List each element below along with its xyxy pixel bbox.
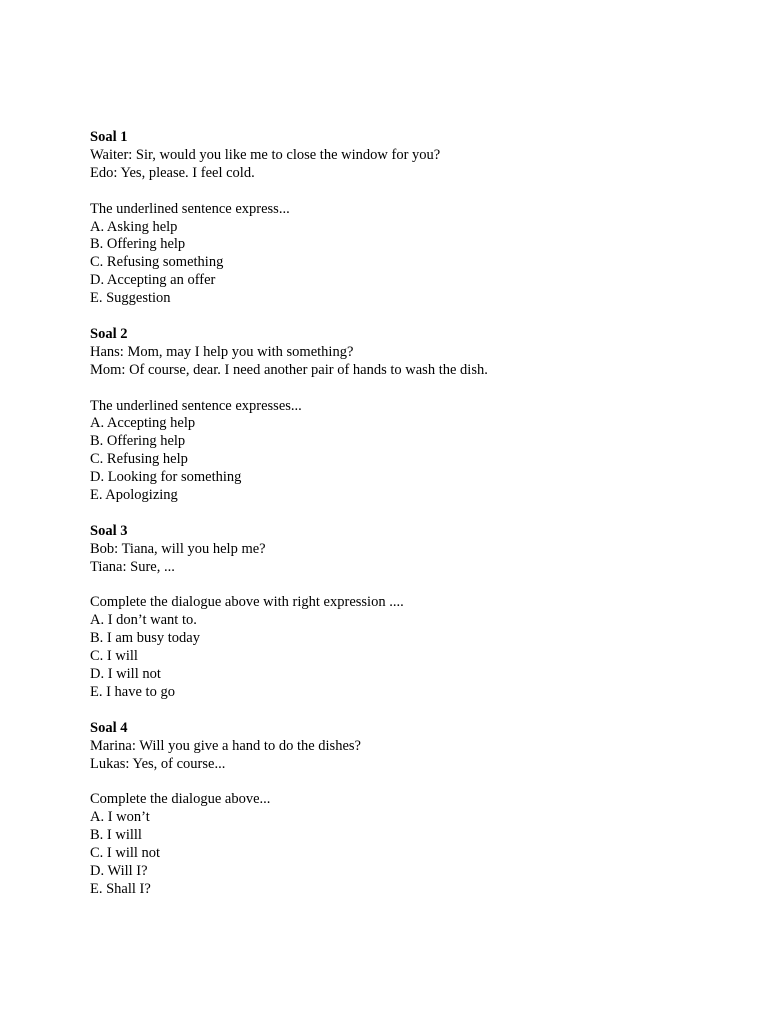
answer-option-d: D. I will not [90,666,161,683]
answer-option-b: B. Offering help [90,433,186,450]
question-prompt: Complete the dialogue above with right expression .... [90,594,404,611]
answer-option-d: D. Accepting an offer [90,272,216,289]
question-title: Soal 1 [90,129,128,145]
answer-option-b: B. I am busy today [90,630,200,647]
question-title: Soal 2 [90,325,128,342]
question-prompt: The underlined sentence expresses... [90,397,302,414]
answer-option-e: E. Apologizing [90,487,178,504]
dialogue-line: Bob: Tiana, will you help me? [90,540,266,557]
dialogue-line: Hans: Mom, may I help you with something? [90,343,354,360]
answer-option-e: E. I have to go [90,684,175,701]
question-title: Soal 4 [90,719,128,736]
answer-option-a: A. Asking help [90,218,178,235]
answer-option-a: A. I won’t [90,809,150,826]
dialogue-line: Lukas: Yes, of course... [90,755,226,772]
answer-option-e: E. Shall I? [90,880,151,897]
answer-option-c: C. Refusing something [90,254,224,271]
question-1 [90,129,730,308]
answer-option-d: D. Looking for something [90,469,242,486]
dialogue-line: Mom: Of course, dear. I need another pair of hands to wash the dish. [90,361,488,378]
answer-option-c: C. Refusing help [90,451,188,468]
question-4 [90,720,730,899]
answer-option-c: C. I will [90,648,138,665]
question-prompt: Complete the dialogue above... [90,791,271,808]
question-2 [90,326,730,505]
document-page [90,129,730,917]
spacer [90,577,730,595]
answer-option-b: B. I willl [90,827,142,844]
answer-option-b: B. Offering help [90,236,186,253]
dialogue-line: Edo: Yes, please. I feel cold. [90,164,255,181]
answer-option-a: A. Accepting help [90,415,196,432]
spacer [90,774,730,792]
spacer [90,380,730,398]
question-3 [90,523,730,702]
dialogue-line: Waiter: Sir, would you like me to close the window for you? [90,146,441,163]
question-prompt: The underlined sentence express... [90,200,290,217]
answer-option-a: A. I don’t want to. [90,612,197,629]
dialogue-line: Marina: Will you give a hand to do the dishes? [90,737,361,754]
answer-option-c: C. I will not [90,845,161,862]
answer-option-d: D. Will I? [90,863,148,880]
question-title: Soal 3 [90,522,128,539]
dialogue-line: Tiana: Sure, ... [90,558,175,575]
spacer [90,183,730,201]
answer-option-e: E. Suggestion [90,290,171,307]
